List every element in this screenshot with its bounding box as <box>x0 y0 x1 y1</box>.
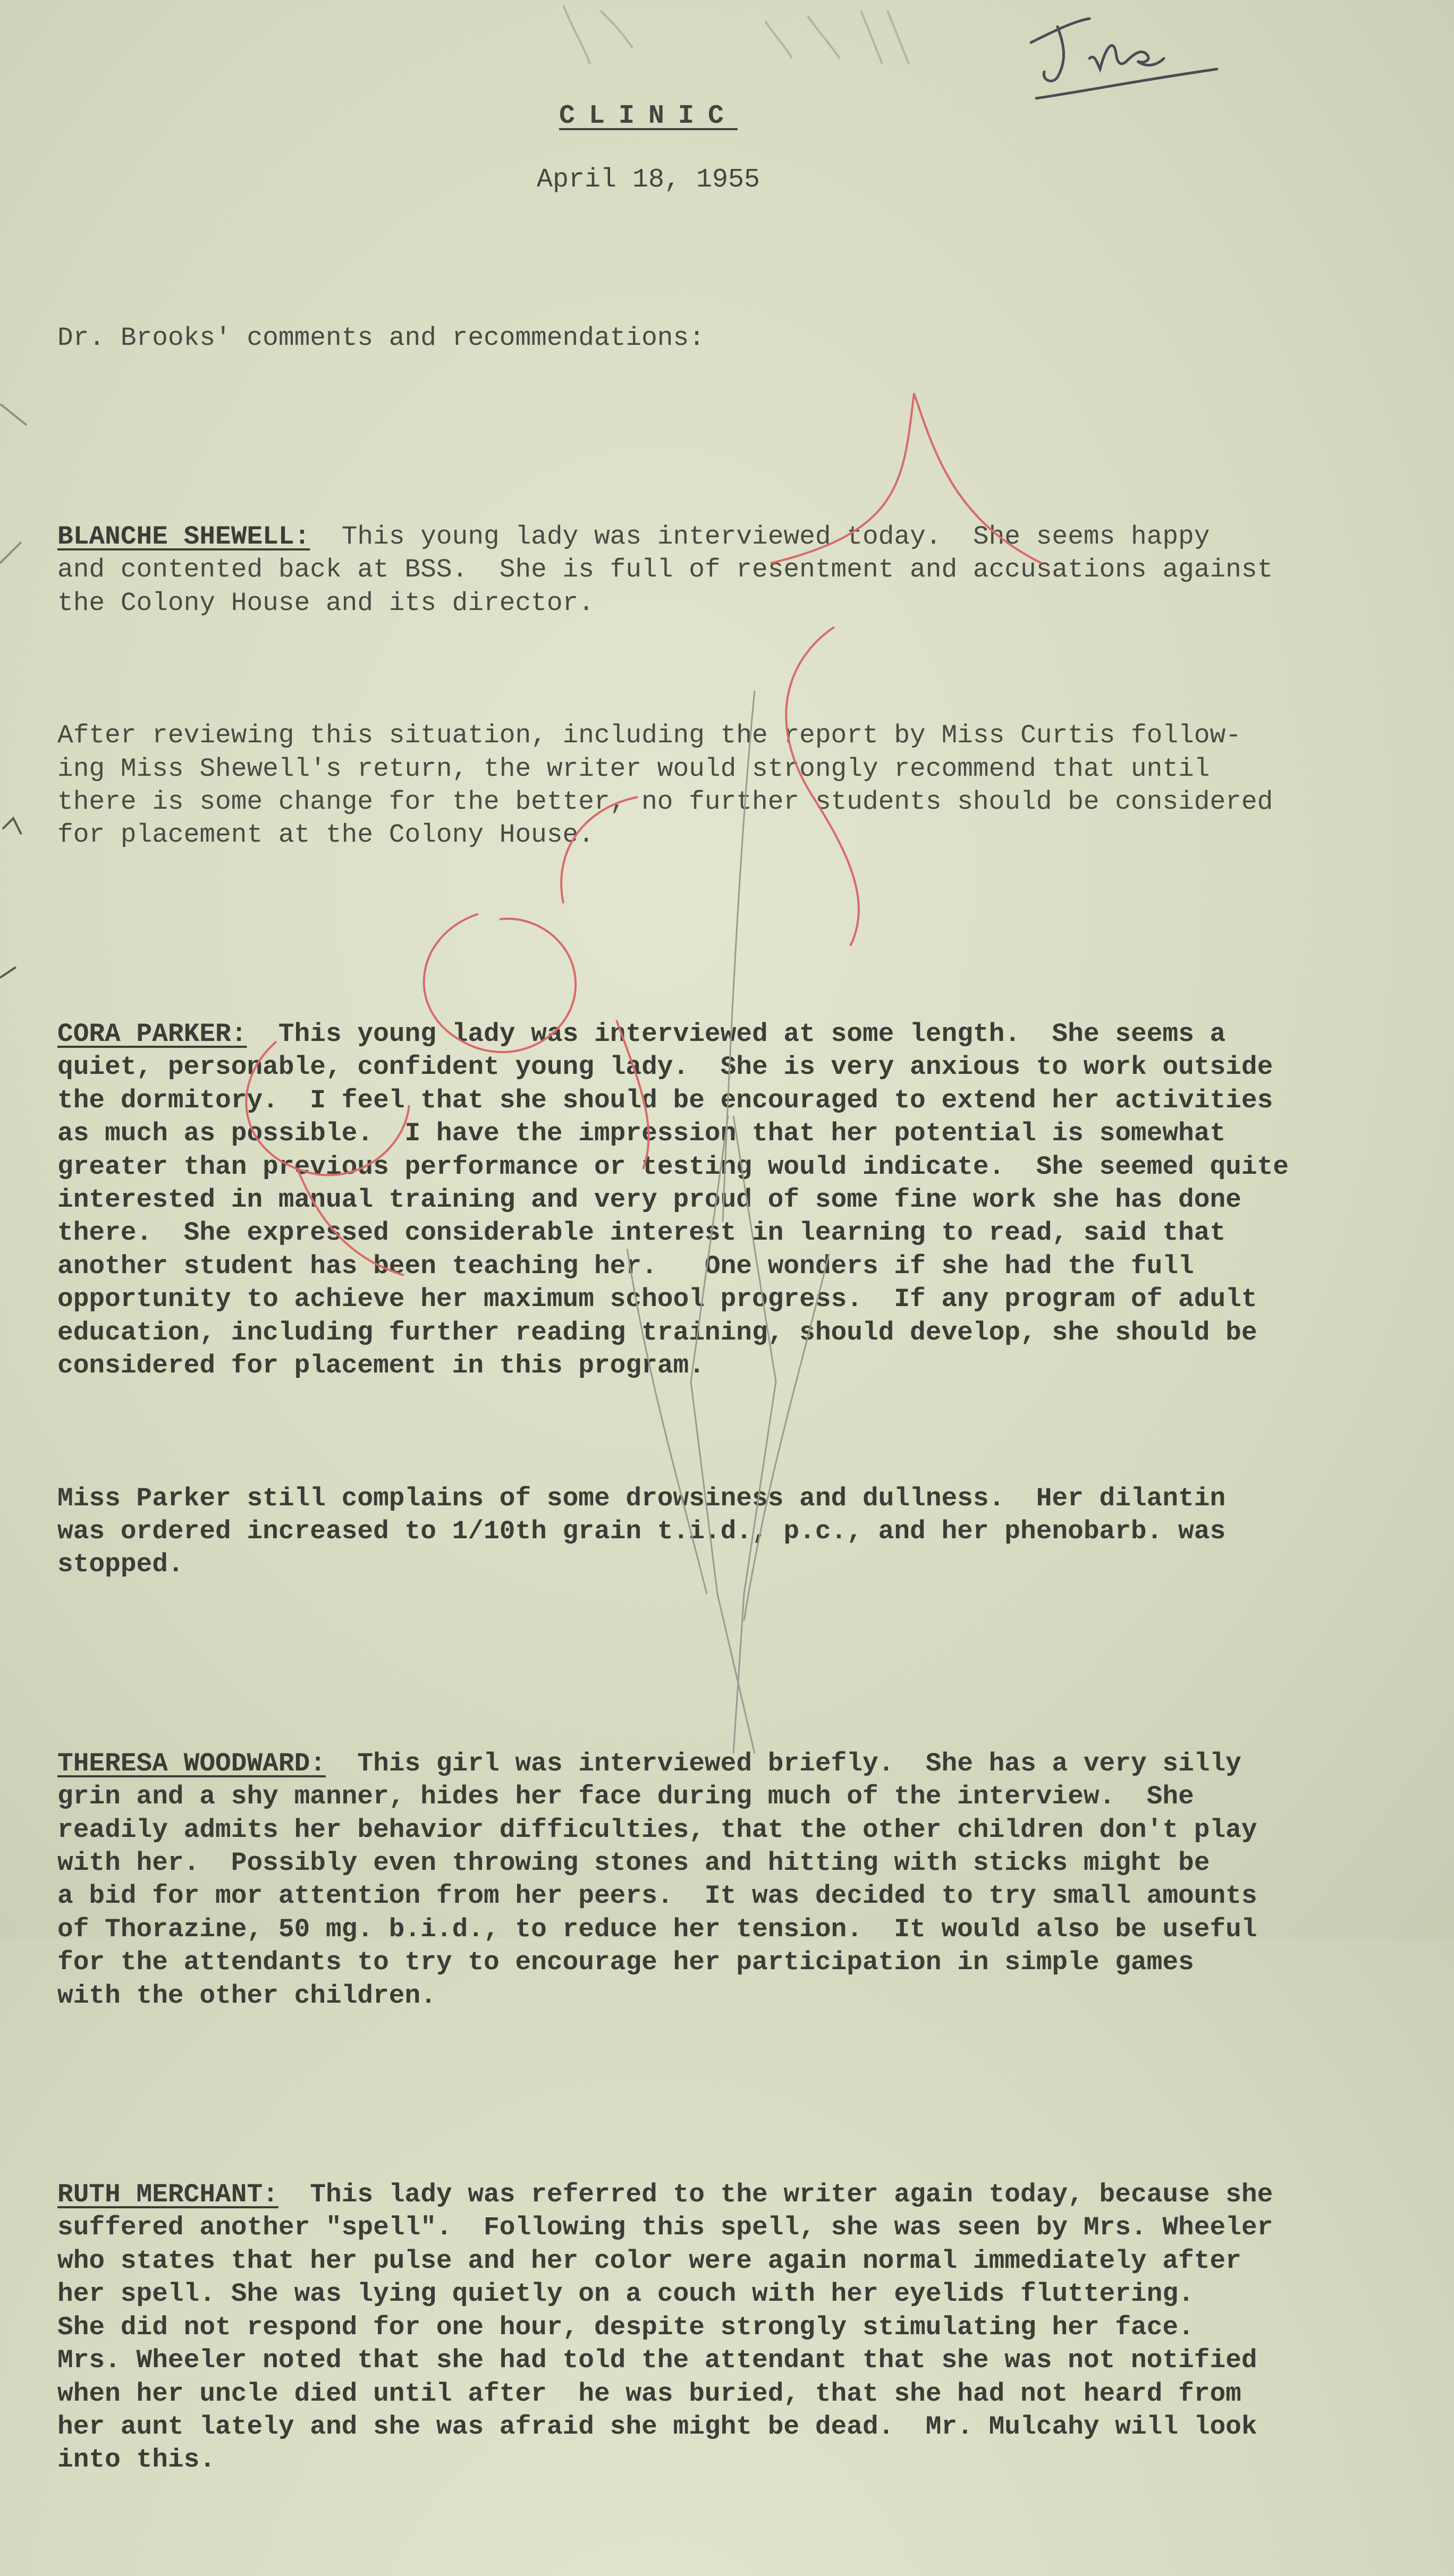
patient-name: RUTH MERCHANT: <box>57 2180 278 2210</box>
text-line: there. She expressed considerable interest in learning to read, said that <box>57 1218 1226 1248</box>
patient-name: BLANCHE SHEWELL: <box>57 521 310 552</box>
section-theresa-woodward <box>57 1747 1343 2012</box>
section-ruth-merchant <box>57 2178 1343 2477</box>
patient-name: THERESA WOODWARD: <box>57 1748 326 1778</box>
text-line: This lady was referred to the writer again today, because she <box>310 2180 1273 2210</box>
text-line: for placement at the Colony House. <box>57 820 594 850</box>
text-line: quiet, personable, confident young lady. She is very anxious to work outside <box>57 1052 1273 1082</box>
text-line: another student has been teaching her. One wonders if she had the full <box>57 1251 1194 1281</box>
text-line: Miss Parker still complains of some drowsiness and dullness. Her dilantin <box>57 1483 1226 1513</box>
text-line: was ordered increased to 1/10th grain t.i.d., p.c., and her phenobarb. was <box>57 1516 1226 1546</box>
text-line: the dormitory. I feel that she should be encouraged to extend her activities <box>57 1085 1273 1115</box>
handwritten-file-note <box>1020 11 1222 106</box>
section-cora-parker-p1 <box>57 1018 1343 1382</box>
text-line: After reviewing this situation, including the report by Miss Curtis follow- <box>57 721 1241 751</box>
title-text: CLINIC <box>559 101 738 131</box>
text-line: readily admits her behavior difficulties, that the other children don't play <box>57 1815 1257 1845</box>
text-line: into this. <box>57 2445 216 2475</box>
text-line: She did not respond for one hour, despite strongly stimulating her face. <box>57 2312 1194 2342</box>
text-line: a bid for mor attention from her peers. It was decided to try small amounts <box>57 1881 1257 1911</box>
section-cora-parker-p2 <box>57 1482 1343 1581</box>
text-line: This young lady was interviewed today. She seems happy <box>341 521 1210 552</box>
text-line: stopped. <box>57 1549 184 1580</box>
document-date: April 18, 1955 <box>536 165 760 195</box>
margin-pencil-ticks <box>0 404 32 1041</box>
text-line: education, including further reading training, should develop, she should be <box>57 1317 1257 1348</box>
text-line: when her uncle died until after he was buried, that she had not heard from <box>57 2378 1241 2409</box>
text-line: of Thorazine, 50 mg. b.i.d., to reduce her tension. It would also be useful <box>57 1914 1257 1944</box>
text-line: Mrs. Wheeler noted that she had told the attendant that she was not notified <box>57 2345 1257 2376</box>
text-line: interested in manual training and very proud of some fine work she has done <box>57 1184 1241 1215</box>
text-line: there is some change for the better, no further students should be considered <box>57 787 1273 817</box>
text-line: with the other children. <box>57 1980 436 2011</box>
section-blanche-shewell-p2 <box>57 719 1343 852</box>
faint-pencil-marks <box>542 0 946 80</box>
intro-line: Dr. Brooks' comments and recommendations: <box>57 323 705 353</box>
text-line: This young lady was interviewed at some length. She seems a <box>278 1019 1226 1049</box>
text-line: This girl was interviewed briefly. She has a very silly <box>357 1748 1241 1778</box>
text-line: her spell. She was lying quietly on a couch with her eyelids fluttering. <box>57 2279 1194 2309</box>
text-line: as much as possible. I have the impression that her potential is somewhat <box>57 1118 1226 1149</box>
text-line: considered for placement in this program. <box>57 1350 705 1380</box>
section-blanche-shewell-p1 <box>57 520 1343 620</box>
text-line: her aunt lately and she was afraid she might be dead. Mr. Mulcahy will look <box>57 2411 1257 2442</box>
text-line: who states that her pulse and her color were again normal immediately after <box>57 2245 1241 2276</box>
text-line: grin and a shy manner, hides her face during much of the interview. She <box>57 1782 1194 1812</box>
text-line: opportunity to achieve her maximum school progress. If any program of adult <box>57 1284 1257 1315</box>
text-line: the Colony House and its director. <box>57 588 594 618</box>
text-line: for the attendants to try to encourage her participation in simple games <box>57 1947 1194 1978</box>
page-title <box>0 101 1297 131</box>
text-line: suffered another "spell". Following this spell, she was seen by Mrs. Wheeler <box>57 2213 1273 2243</box>
text-line: greater than previous performance or testing would indicate. She seemed quite <box>57 1151 1289 1182</box>
patient-name: CORA PARKER: <box>57 1019 247 1049</box>
text-line: ing Miss Shewell's return, the writer would strongly recommend that until <box>57 753 1210 784</box>
text-line: and contented back at BSS. She is full of resentment and accusations against <box>57 555 1273 585</box>
text-line: with her. Possibly even throwing stones and hitting with sticks might be <box>57 1848 1210 1878</box>
document-body <box>57 255 1343 2576</box>
